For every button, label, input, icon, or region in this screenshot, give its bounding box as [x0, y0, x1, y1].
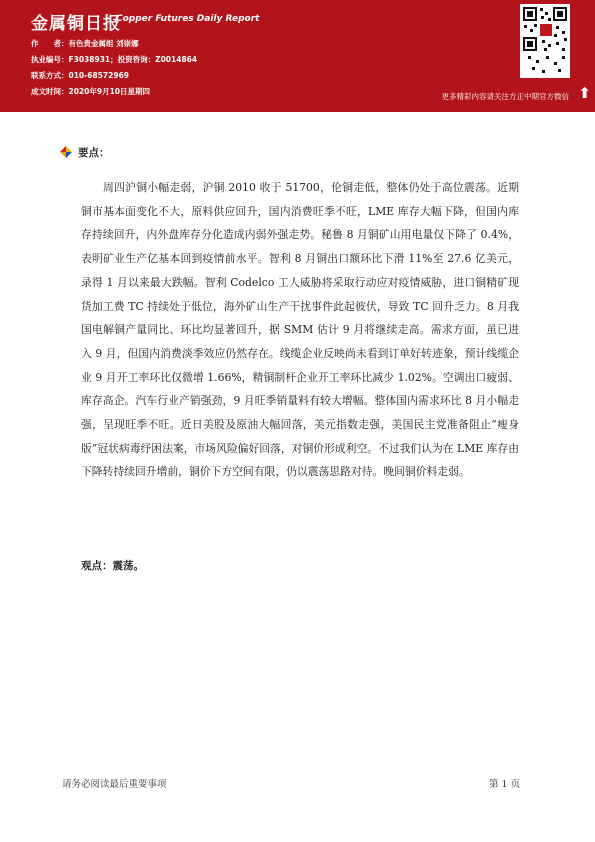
key-points-body: 周四沪铜小幅走弱，沪铜 2010 收于 51700，伦铜走低，整体仍处于高位震荡。近期铜市基本面变化不大，原料供应回升，国内消费旺季不旺，LME 库存大幅下降，但国内库存持续回升，内外盘库存分化造成内弱外强走势。秘鲁 8 月铜矿山用电量仅下降了 0.4%，表明矿业生产亿基本回到疫情前水平。智利 8 月铜出口额环比下滑 11%至 27.6 亿美元，录得 1 月以来最大跌幅。智利 Codelco 工人威胁将采取行动应对疫情威胁，进口铜精矿现货加工费 TC 持续处于低位，海外矿山生产干扰事件此起彼伏，导致 TC 回升乏力。8 月我国电解铜产量同比、环比均显著回升，据 SMM 估计 9 月将继续走高。需求方面，虽已进入 9 月，但国内消费淡季效应仍然存在。线缆企业反映尚未看到订单好转迹象，预计线缆企业 9 月开工率环比仅微增 1.66%，精铜制杆企业开工率环比减少 1.02%。空调出口疲弱、库存高企。汽车行业产销强劲，9 月旺季销量料有较大增幅。整体国内需求环比 8 月小幅走强，呈现旺季不旺。近日美股及原油大幅回落，美元指数走强，美国民主党准备阻止“瘦身版”冠状病毒纾困法案，市场风险偏好回落，对铜价形成利空。不过我们认为在 LME 库存由下降转持续回升增前，铜价下方空间有限，仍以震荡思路对待。晚间铜价料走弱。 — [81, 181, 519, 479]
report-subtitle: Copper Futures Daily Report — [116, 14, 260, 24]
follow-wechat-text: 更多精彩内容请关注方正中期官方微信 — [441, 92, 569, 101]
license-line: 执业编号：F3038931；投资咨询：Z0014864 — [31, 55, 198, 64]
report-header — [0, 0, 595, 112]
author-line: 作 者：有色贵金属组 刘崇娜 — [31, 39, 139, 48]
view-conclusion: 观点：震荡。 — [81, 560, 144, 572]
report-title: 金属铜日报 — [31, 14, 121, 34]
contact-line: 联系方式：010-68572969 — [31, 71, 130, 80]
key-points-label: 要点： — [78, 147, 110, 159]
up-arrow-icon[interactable]: ⬆ — [578, 84, 591, 102]
colored-diamond-icon — [60, 146, 72, 158]
page-number: 第 1 页 — [489, 779, 521, 790]
footer-disclaimer: 请务必阅读最后重要事项 — [62, 779, 167, 790]
date-line: 成文时间：2020年9月10日星期四 — [31, 87, 151, 96]
brand-logo-icon — [539, 23, 553, 37]
qr-code-icon — [520, 4, 570, 78]
